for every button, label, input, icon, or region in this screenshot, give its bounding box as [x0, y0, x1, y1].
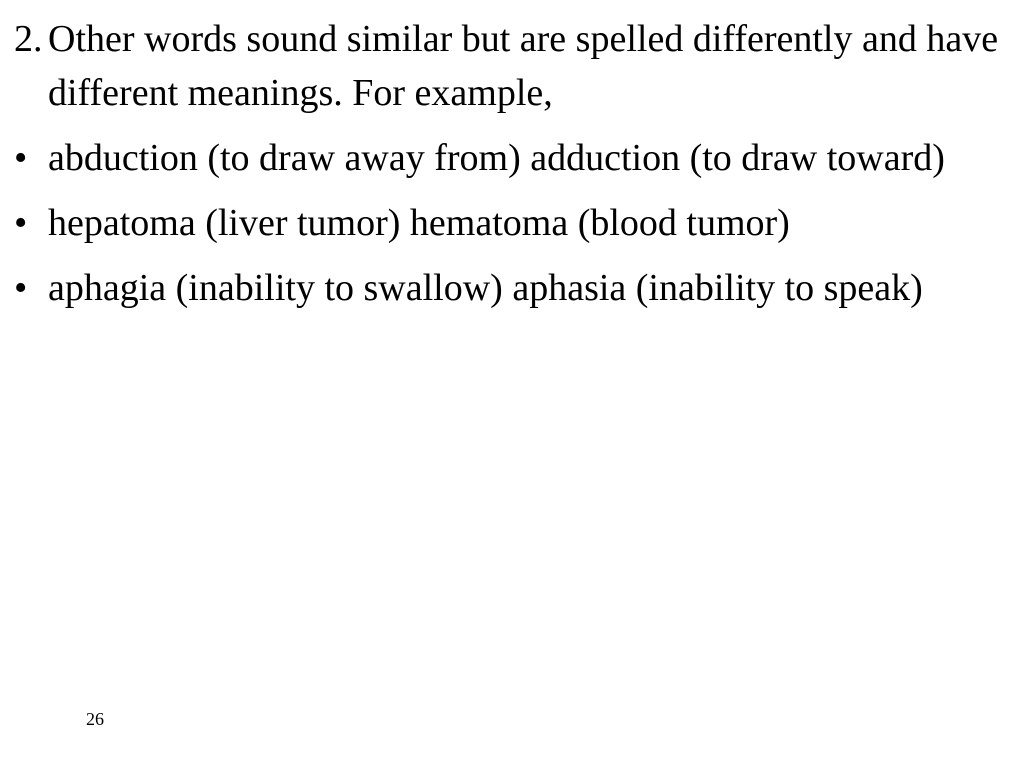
bullet-text: aphagia (inability to swallow) aphasia (inability to speak) [48, 267, 923, 309]
bullet-item-hepatoma [14, 196, 1004, 250]
bullet-text: abduction (to draw away from) adduction (to draw toward) [48, 137, 945, 179]
bullet-icon: • [14, 137, 28, 179]
intro-paragraph [14, 12, 1004, 120]
bullet-item-abduction [14, 131, 1004, 185]
intro-number: 2. [14, 18, 43, 60]
page-number: 26 [86, 709, 104, 729]
intro-text: Other words sound similar but are spelled differently and have different meanings. For example, [48, 18, 999, 114]
bullet-icon: • [14, 267, 28, 309]
bullet-icon: • [14, 202, 28, 244]
slide-body [14, 12, 1004, 326]
bullet-item-aphagia [14, 261, 1004, 315]
bullet-text: hepatoma (liver tumor) hematoma (blood tumor) [48, 202, 790, 244]
